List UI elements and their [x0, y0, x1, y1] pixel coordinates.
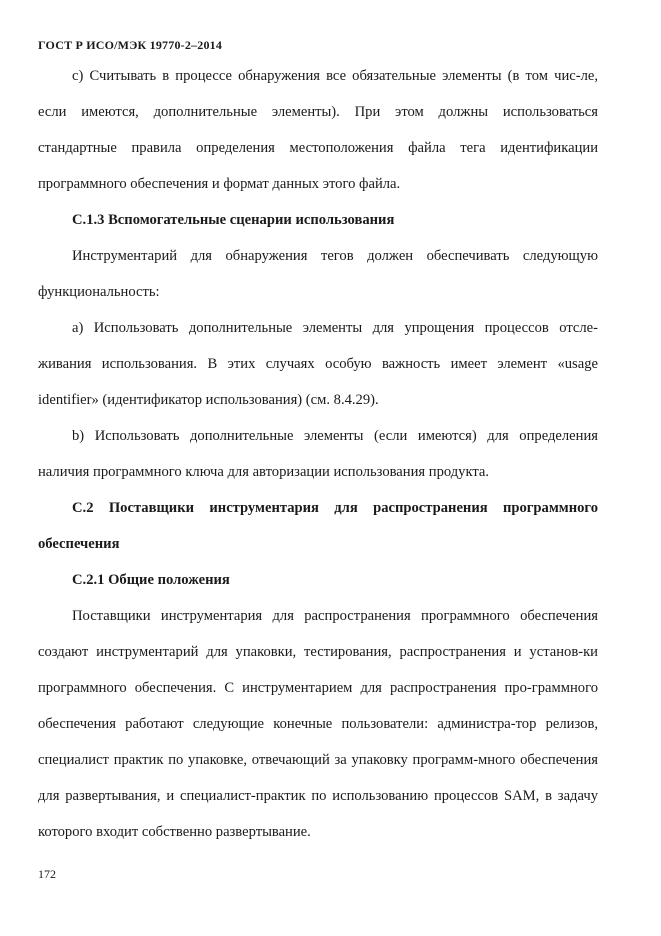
page-number: 172: [38, 867, 56, 881]
section-heading-c2-line1: С.2 Поставщики инструментария для распространения программного: [72, 500, 598, 516]
document-body: [38, 58, 598, 850]
paragraph-a: а) Использовать дополнительные элементы для упрощения процессов отсле-живания использования. В этих случаях особую важность имеет элемент «usage identifier» (идентификатор использования) (см. 8.4.29).: [38, 320, 598, 408]
paragraph-c: с) Считывать в процессе обнаружения все обязательные элементы (в том чис-ле, если имеются, дополнительные элементы). При этом должны использоваться стандартные правила определения местоположения файла тега идентификации программного обеспечения и формат данных этого файла.: [38, 68, 598, 192]
document-header: ГОСТ Р ИСО/МЭК 19770-2–2014: [38, 38, 223, 52]
section-heading-c21: С.2.1 Общие положения: [72, 572, 230, 588]
paragraph-suppliers: Поставщики инструментария для распространения программного обеспечения создают инструментарий для упаковки, тестирования, распространения и установ-ки программного обеспечения. С инструментарием для распространения про-граммного обеспечения работают следующие конечные пользователи: администра-тор релизов, специалист практик по упаковке, отвечающий за упаковку программ-много обеспечения для развертывания, и специалист-практик по использованию процессов SAM, в задачу которого входит собственно развертывание.: [38, 608, 598, 840]
paragraph-b: b) Использовать дополнительные элементы (если имеются) для определения наличия программного ключа для авторизации использования продукта.: [38, 428, 598, 480]
section-heading-c13: С.1.3 Вспомогательные сценарии использования: [72, 212, 395, 228]
paragraph-intro: Инструментарий для обнаружения тегов должен обеспечивать следующую функциональность:: [38, 248, 598, 300]
section-heading-c2-line2: обеспечения: [38, 536, 120, 552]
